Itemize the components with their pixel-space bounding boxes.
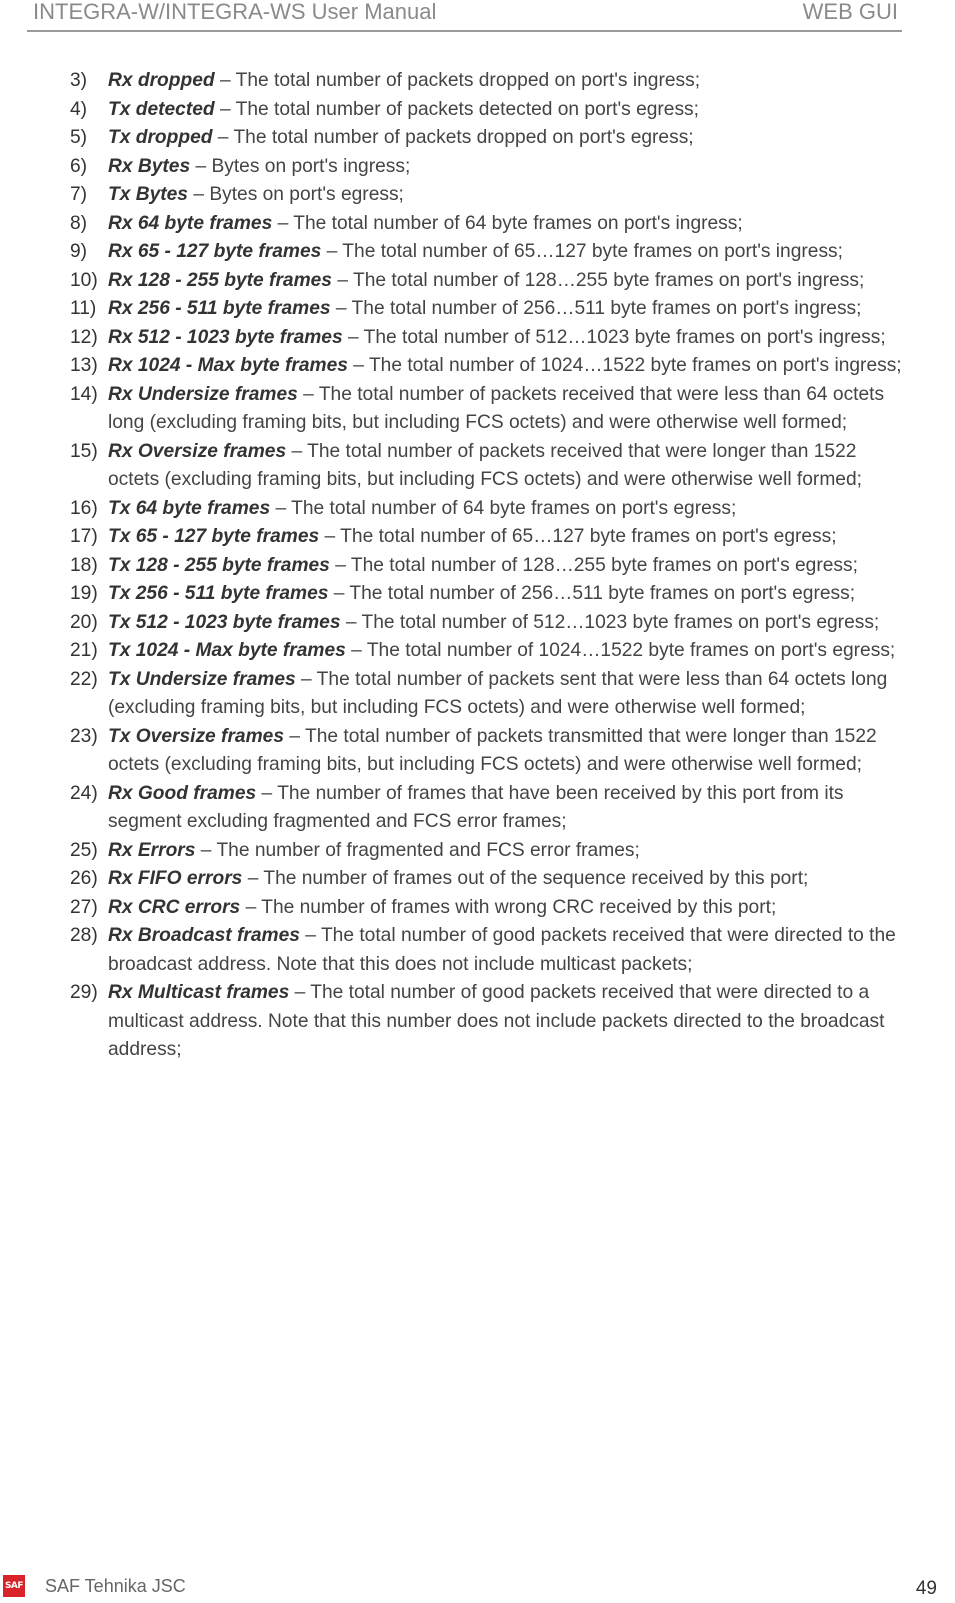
item-description: – The total number of 256…511 byte frames on port's egress; <box>328 583 856 604</box>
item-description: – The total number of packets dropped on port's egress; <box>212 127 694 148</box>
list-item <box>70 609 910 638</box>
list-item <box>70 837 910 866</box>
list-item <box>70 495 910 524</box>
item-term: Rx 65 - 127 byte frames <box>108 241 322 262</box>
list-item <box>70 552 910 581</box>
list-item <box>70 267 910 296</box>
item-number: 15) <box>70 440 98 462</box>
list-item <box>70 96 910 125</box>
item-term: Tx 512 - 1023 byte frames <box>108 611 341 633</box>
list-item <box>70 637 910 666</box>
item-description: – The total number of 512…1023 byte frames on port's ingress; <box>342 326 886 348</box>
page-number: 49 <box>915 1578 937 1599</box>
manual-title: INTEGRA-W/INTEGRA-WS User Manual <box>33 0 437 24</box>
item-description: – The total number of 64 byte frames on port's egress; <box>270 497 737 519</box>
list-item <box>70 666 910 723</box>
item-number: 5) <box>70 127 88 148</box>
item-description: – The total number of good packets received that were directed to the broadcast address. Note that this does not include multicast packets; <box>108 925 896 975</box>
item-number: 20) <box>70 611 98 633</box>
item-number: 10) <box>70 269 98 291</box>
item-description: – The total number of 256…511 byte frames on port's ingress; <box>330 298 862 319</box>
item-description: – The total number of 1024…1522 byte frames on port's egress; <box>345 640 896 661</box>
item-number: 22) <box>70 668 98 690</box>
section-title: WEB GUI <box>802 0 898 24</box>
item-description: – The total number of 512…1023 byte frames on port's egress; <box>340 611 880 633</box>
item-term: Rx 256 - 511 byte frames <box>108 298 331 319</box>
item-description: – The total number of packets dropped on port's ingress; <box>214 70 701 91</box>
item-term: Tx dropped <box>108 127 213 148</box>
item-description: – The total number of good packets received that were directed to a multicast address. Note that this number does not include packets directed to the broadcast address; <box>108 982 885 1060</box>
item-term: Rx Errors <box>108 839 196 861</box>
item-number: 24) <box>70 782 98 804</box>
item-number: 4) <box>70 98 88 120</box>
list-item <box>70 865 910 894</box>
item-number: 12) <box>70 326 98 348</box>
item-number: 16) <box>70 497 98 519</box>
item-number: 29) <box>70 982 98 1003</box>
item-description: – Bytes on port's egress; <box>187 184 404 205</box>
item-number: 27) <box>70 896 98 918</box>
list-item <box>70 181 910 210</box>
item-number: 7) <box>70 184 88 205</box>
item-term: Tx Undersize frames <box>108 668 296 690</box>
item-term: Tx 128 - 255 byte frames <box>108 554 330 576</box>
item-number: 21) <box>70 640 98 661</box>
list-item <box>70 295 910 324</box>
item-term: Rx Undersize frames <box>108 383 298 405</box>
item-term: Rx Good frames <box>108 782 257 804</box>
item-term: Rx Oversize frames <box>108 440 287 462</box>
item-term: Rx 512 - 1023 byte frames <box>108 326 343 348</box>
item-description: – The total number of packets received that were less than 64 octets long (excluding framing bits, but including FCS octets) and were otherwise well formed; <box>108 383 885 433</box>
item-description: – The total number of 64 byte frames on port's ingress; <box>272 212 743 234</box>
list-item <box>70 352 910 381</box>
item-term: Tx Oversize frames <box>108 725 284 747</box>
list-item <box>70 210 910 239</box>
item-description: – The total number of 65…127 byte frames on port's ingress; <box>321 241 843 262</box>
item-description: – Bytes on port's ingress; <box>190 155 411 177</box>
item-term: Rx Bytes <box>108 155 191 177</box>
item-description: – The number of fragmented and FCS error frames; <box>195 839 640 861</box>
page-footer <box>0 1568 955 1603</box>
item-number: 9) <box>70 241 88 262</box>
list-item <box>70 438 910 495</box>
definition-list <box>70 67 910 1065</box>
item-term: Rx Broadcast frames <box>108 925 300 946</box>
company-name: SAF Tehnika JSC <box>45 1576 186 1596</box>
item-description: – The total number of 128…255 byte frames on port's ingress; <box>331 269 865 291</box>
list-item <box>70 580 910 609</box>
list-item <box>70 124 910 153</box>
item-number: 26) <box>70 868 98 889</box>
item-number: 17) <box>70 526 98 547</box>
item-description: – The total number of packets transmitted that were longer than 1522 octets (excluding framing bits, but including FCS octets) and were otherwise well formed; <box>108 725 877 775</box>
item-number: 23) <box>70 725 98 747</box>
list-item <box>70 238 910 267</box>
list-item <box>70 922 910 979</box>
item-number: 11) <box>70 298 97 319</box>
item-term: Tx 256 - 511 byte frames <box>108 583 329 604</box>
item-number: 25) <box>70 839 98 861</box>
item-term: Tx Bytes <box>108 184 188 205</box>
list-item <box>70 324 910 353</box>
list-item <box>70 523 910 552</box>
item-description: – The total number of packets received that were longer than 1522 octets (excluding framing bits, but including FCS octets) and were otherwise well formed; <box>108 440 862 490</box>
item-number: 14) <box>70 383 98 405</box>
item-number: 3) <box>70 70 88 91</box>
item-term: Rx 64 byte frames <box>108 212 273 234</box>
item-description: – The number of frames out of the sequence received by this port; <box>242 868 809 889</box>
item-number: 28) <box>70 925 98 946</box>
item-term: Tx 64 byte frames <box>108 497 271 519</box>
item-term: Rx dropped <box>108 70 215 91</box>
saf-logo-icon <box>3 1575 25 1597</box>
item-term: Rx FIFO errors <box>108 868 243 889</box>
list-item <box>70 381 910 438</box>
item-description: – The total number of 65…127 byte frames on port's egress; <box>319 526 837 547</box>
page-header <box>27 0 902 32</box>
item-term: Tx 65 - 127 byte frames <box>108 526 320 547</box>
item-term: Tx detected <box>108 98 215 120</box>
item-term: Rx 128 - 255 byte frames <box>108 269 332 291</box>
item-number: 13) <box>70 355 98 376</box>
item-term: Rx Multicast frames <box>108 982 290 1003</box>
item-term: Rx CRC errors <box>108 896 241 918</box>
list-item <box>70 979 910 1065</box>
list-item <box>70 67 910 96</box>
list-item <box>70 894 910 923</box>
item-number: 19) <box>70 583 98 604</box>
item-description: – The total number of packets sent that were less than 64 octets long (excluding framing bits, but including FCS octets) and were otherwise well formed; <box>108 668 888 718</box>
item-description: – The number of frames with wrong CRC received by this port; <box>240 896 777 918</box>
logo-text: SAF <box>4 1581 24 1591</box>
item-number: 18) <box>70 554 98 576</box>
item-description: – The number of frames that have been received by this port from its segment excluding fragmented and FCS error frames; <box>108 782 844 832</box>
item-number: 8) <box>70 212 88 234</box>
list-item <box>70 780 910 837</box>
item-term: Rx 1024 - Max byte frames <box>108 355 348 376</box>
list-item <box>70 723 910 780</box>
list-item <box>70 153 910 182</box>
item-number: 6) <box>70 155 88 177</box>
item-term: Tx 1024 - Max byte frames <box>108 640 346 661</box>
item-description: – The total number of packets detected on port's egress; <box>214 98 699 120</box>
item-description: – The total number of 1024…1522 byte frames on port's ingress; <box>347 355 902 376</box>
item-description: – The total number of 128…255 byte frames on port's egress; <box>329 554 858 576</box>
